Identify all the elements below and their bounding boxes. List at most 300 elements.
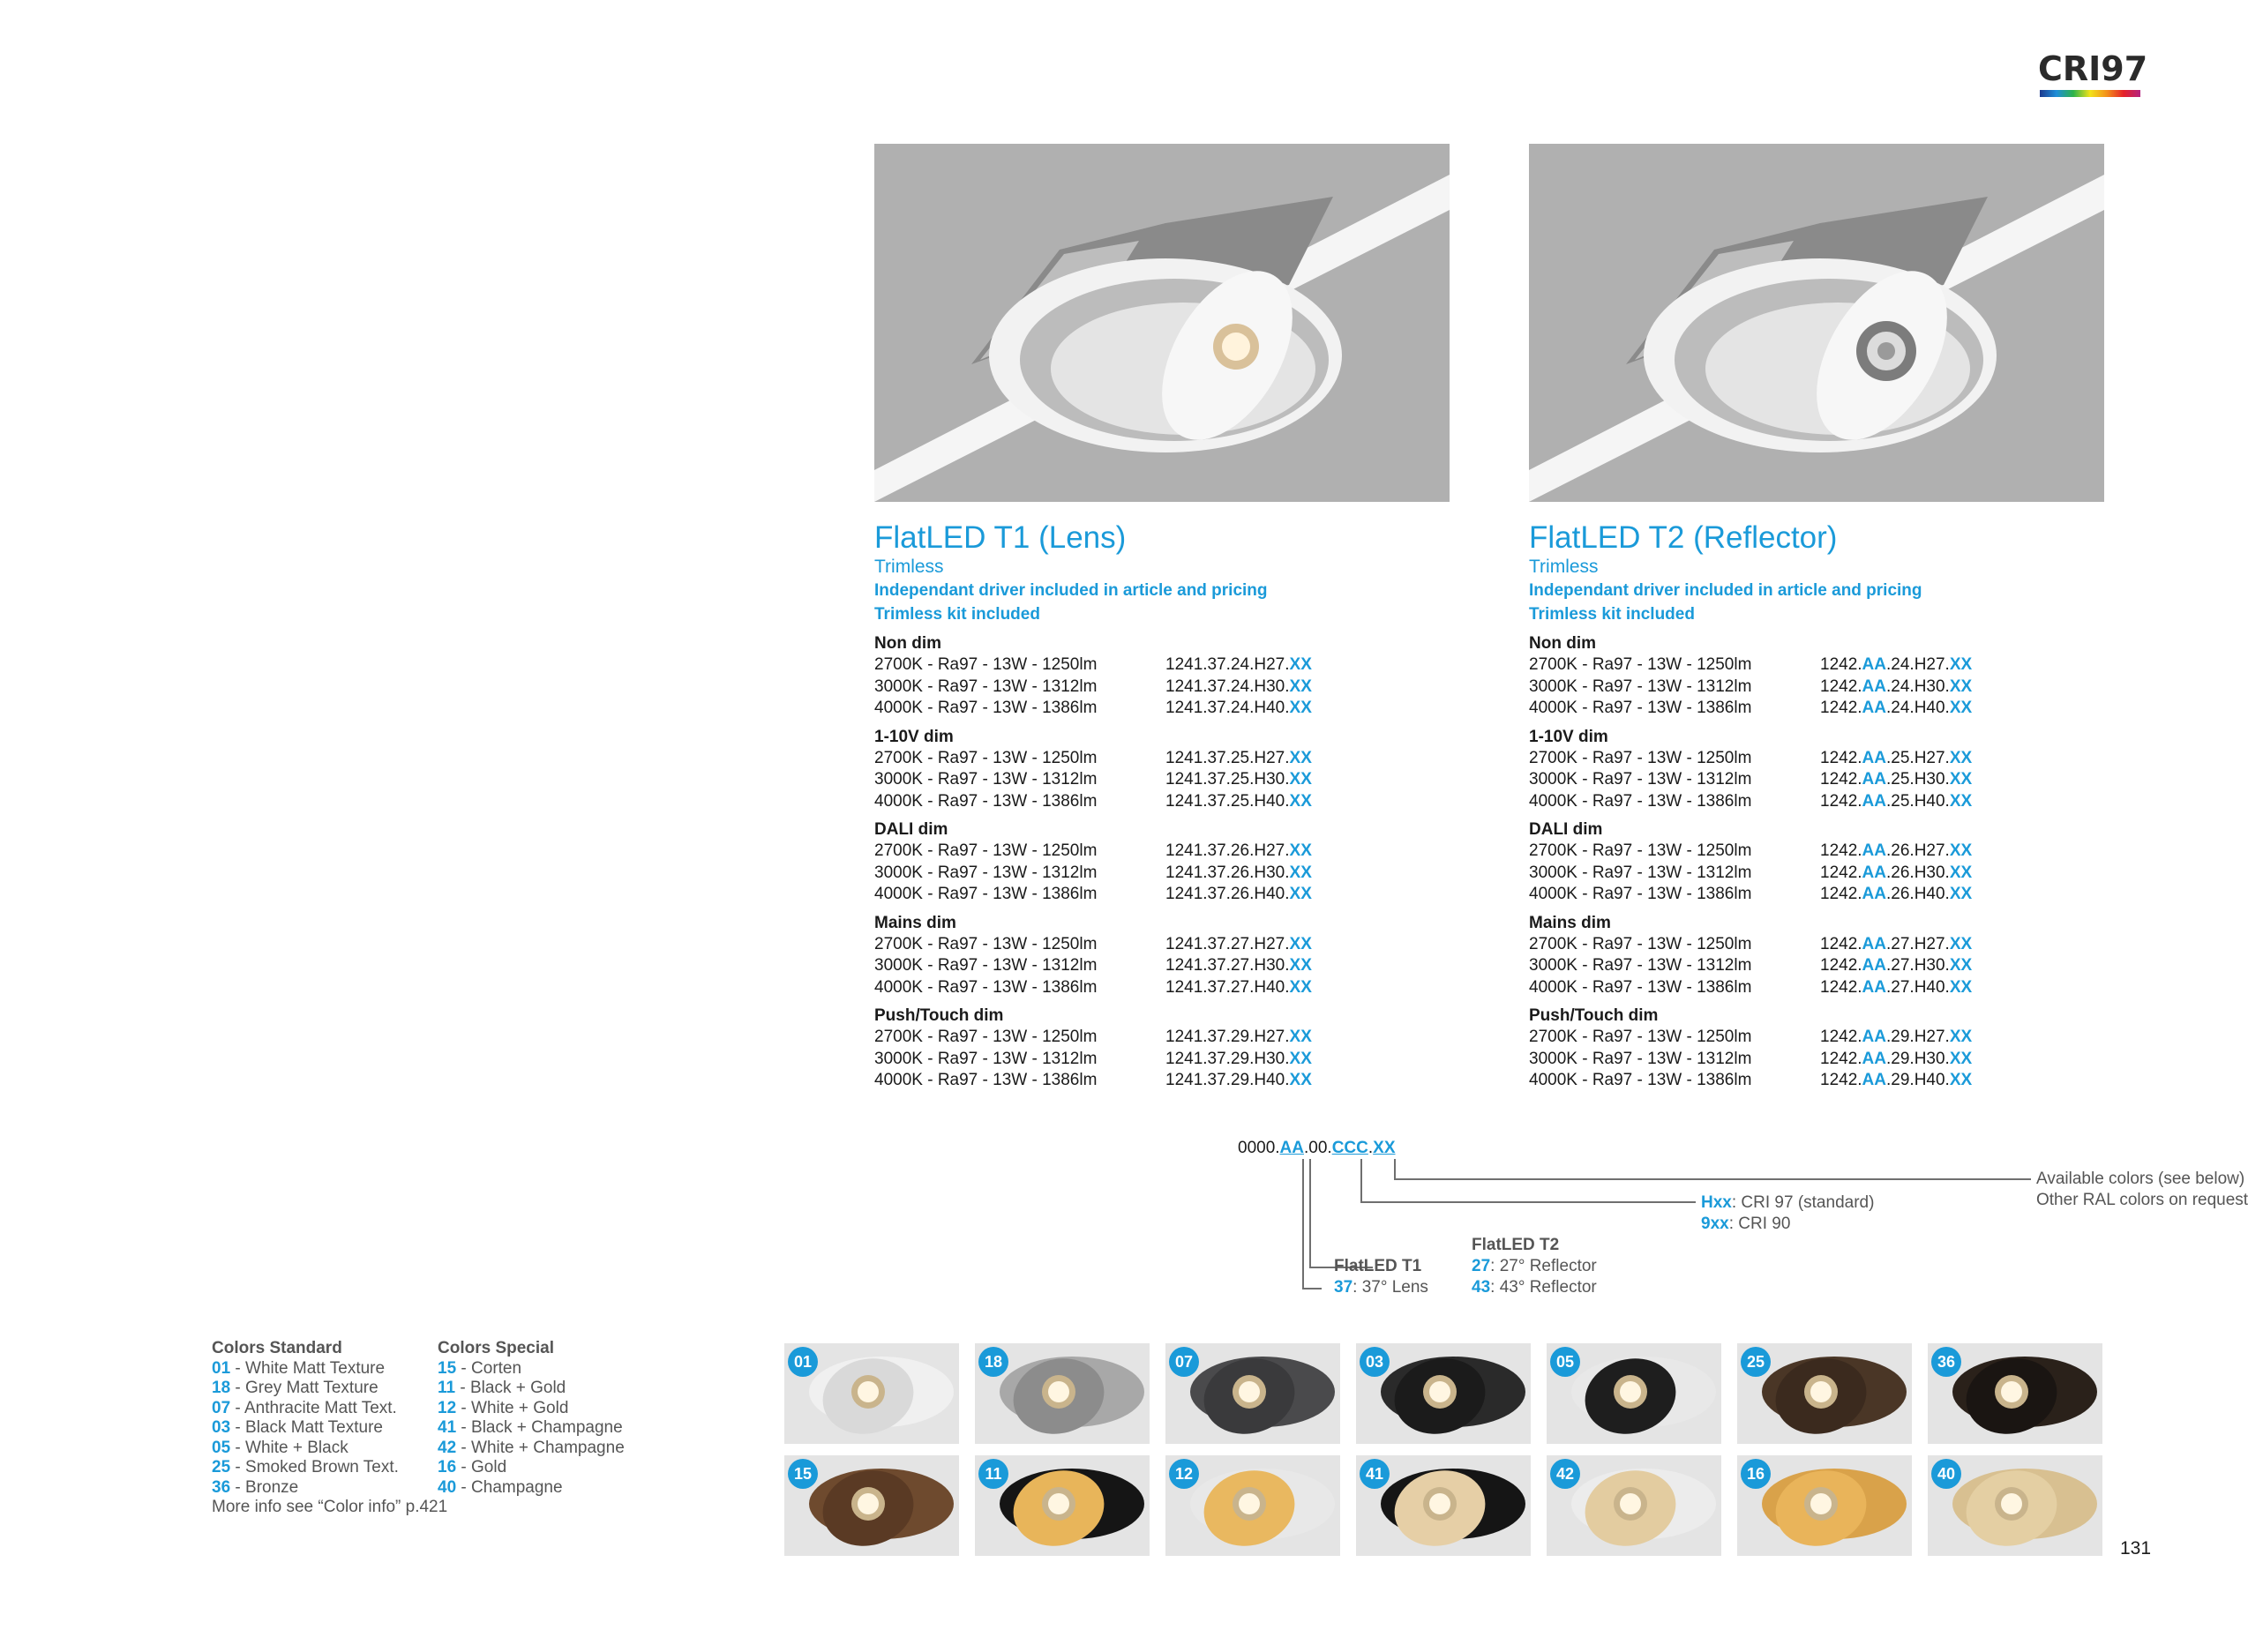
spec-text: 3000K - Ra97 - 13W - 1312lm — [1529, 863, 1752, 882]
spec-group-title: Non dim — [1529, 634, 1596, 653]
nxx-key: 9xx — [1701, 1215, 1729, 1233]
color-code: 41 — [438, 1418, 457, 1437]
t1-37-key: 37 — [1334, 1278, 1353, 1297]
code-suffix: XX — [1289, 1071, 1312, 1089]
color-swatch — [1928, 1343, 2102, 1444]
code-suffix: XX — [1949, 770, 1973, 789]
code-aa: AA — [1862, 676, 1886, 696]
code-suffix: XX — [1949, 748, 1973, 767]
article-code — [1820, 1070, 1972, 1092]
code-suffix: XX — [1289, 676, 1312, 696]
code-suffix: XX — [1949, 655, 1973, 674]
article-code — [1165, 769, 1312, 791]
code-aa: AA — [1279, 1139, 1304, 1157]
code-prefix: 1242. — [1820, 655, 1862, 674]
color-swatch — [975, 1455, 1150, 1556]
spec-text: 2700K - Ra97 - 13W - 1250lm — [1529, 934, 1752, 953]
spec-text: 3000K - Ra97 - 13W - 1312lm — [874, 1049, 1098, 1068]
code-prefix: 1242. — [1820, 1049, 1862, 1068]
color-name: - Black Matt Texture — [230, 1418, 383, 1437]
article-code — [1820, 748, 1972, 770]
color-name: - Black + Champagne — [456, 1418, 623, 1437]
spec-text: 3000K - Ra97 - 13W - 1312lm — [874, 956, 1098, 975]
code-middle: .26.H40. — [1886, 885, 1950, 903]
spec-row — [874, 791, 1492, 813]
article-code — [1820, 1027, 1972, 1049]
article-code-diagram — [1226, 1138, 2248, 1314]
color-legend-item — [438, 1439, 625, 1459]
color-name: - White + Black — [230, 1438, 348, 1457]
product-image-t1 — [874, 144, 1450, 502]
spec-text: 3000K - Ra97 - 13W - 1312lm — [1529, 770, 1752, 789]
code-prefix: 1242. — [1820, 748, 1862, 767]
hxx-key: Hxx — [1701, 1193, 1732, 1212]
code-prefix: 1242. — [1820, 791, 1862, 811]
t2-27-line — [1472, 1256, 1597, 1277]
hxx-line — [1701, 1192, 1874, 1214]
product-note: Independant driver included in article and pricing — [874, 581, 1268, 600]
colors-standard-title: Colors Standard — [212, 1339, 342, 1357]
connector-line — [1360, 1201, 1696, 1203]
swatch-code-badge: 11 — [978, 1459, 1008, 1489]
code-suffix: XX — [1289, 770, 1312, 789]
code-prefix: 1241.37.27.H27. — [1165, 934, 1290, 953]
spec-row — [874, 955, 1492, 977]
article-code — [1165, 955, 1312, 977]
code-prefix: 1241.37.29.H40. — [1165, 1071, 1290, 1089]
color-code: 36 — [212, 1477, 231, 1497]
color-swatch — [784, 1343, 959, 1444]
article-code — [1165, 934, 1312, 956]
color-legend-item — [438, 1359, 625, 1379]
code-prefix: 1241.37.26.H27. — [1165, 841, 1290, 860]
article-code — [1820, 977, 1972, 999]
code-prefix: 1241.37.29.H30. — [1165, 1049, 1290, 1068]
article-code — [1820, 955, 1972, 977]
code-prefix: 1242. — [1820, 1071, 1862, 1089]
spec-text: 4000K - Ra97 - 13W - 1386lm — [874, 791, 1098, 811]
connector-line — [1302, 1159, 1304, 1289]
code-aa: AA — [1862, 863, 1886, 882]
product-subtitle: Trimless — [1529, 557, 1599, 577]
article-code — [1165, 698, 1312, 720]
article-code — [1820, 863, 1972, 885]
article-code — [1165, 884, 1312, 906]
color-legend-item — [438, 1458, 625, 1478]
available-colors-text: Available colors (see below) — [2036, 1170, 2245, 1188]
color-name: - Grey Matt Texture — [230, 1379, 378, 1397]
spec-text: 3000K - Ra97 - 13W - 1312lm — [1529, 1049, 1752, 1068]
spec-text: 2700K - Ra97 - 13W - 1250lm — [1529, 841, 1752, 860]
product-note: Trimless kit included — [1529, 605, 1695, 624]
page-number: 131 — [2120, 1538, 2152, 1559]
code-suffix: XX — [1949, 863, 1973, 882]
spec-groups — [1529, 633, 2147, 1092]
code-aa: AA — [1862, 748, 1886, 767]
spec-row — [1529, 863, 2147, 885]
code-suffix: XX — [1949, 1049, 1973, 1068]
spec-row — [874, 1049, 1492, 1071]
product-subtitle: Trimless — [874, 557, 944, 577]
code-suffix: XX — [1289, 699, 1312, 717]
article-code — [1165, 977, 1312, 999]
article-code — [1165, 1070, 1312, 1092]
spec-row — [874, 884, 1492, 906]
color-code: 11 — [438, 1379, 456, 1397]
code-prefix: 1242. — [1820, 699, 1862, 717]
color-name: - Corten — [456, 1358, 522, 1378]
spec-group-title: DALI dim — [874, 820, 948, 839]
colors-special-title: Colors Special — [438, 1339, 554, 1357]
code-prefix: 1242. — [1820, 676, 1862, 696]
code-suffix: XX — [1949, 885, 1973, 903]
color-code: 12 — [438, 1398, 457, 1417]
code-middle: .24.H27. — [1886, 655, 1950, 674]
logo-rainbow-bar — [2040, 90, 2140, 97]
swatch-code-badge: 07 — [1169, 1347, 1199, 1377]
code-aa: AA — [1862, 1071, 1886, 1089]
code-middle: .25.H40. — [1886, 791, 1950, 811]
spec-row — [1529, 748, 2147, 770]
article-code — [1820, 698, 1972, 720]
spec-row — [874, 676, 1492, 699]
color-swatch — [1356, 1455, 1531, 1556]
code-prefix: 1241.37.24.H27. — [1165, 655, 1290, 674]
code-suffix: XX — [1949, 1071, 1973, 1089]
code-middle: .24.H40. — [1886, 699, 1950, 717]
article-code — [1820, 934, 1972, 956]
code-suffix: XX — [1289, 1028, 1312, 1046]
spec-row — [1529, 1027, 2147, 1049]
color-legend-item — [212, 1458, 399, 1478]
t1-37-text: : 37° Lens — [1353, 1278, 1428, 1297]
color-code: 15 — [438, 1358, 457, 1378]
spec-text: 4000K - Ra97 - 13W - 1386lm — [1529, 885, 1752, 903]
t2-title: FlatLED T2 — [1472, 1236, 1560, 1254]
code-suffix: XX — [1949, 1028, 1973, 1046]
spec-text: 2700K - Ra97 - 13W - 1250lm — [1529, 655, 1752, 674]
code-middle: .27.H27. — [1886, 934, 1950, 953]
code-aa: AA — [1862, 770, 1886, 789]
article-code — [1165, 748, 1312, 770]
colors-standard-column — [212, 1339, 399, 1498]
code-aa: AA — [1862, 956, 1886, 975]
article-code — [1820, 654, 1972, 676]
spec-row — [874, 863, 1492, 885]
color-swatch — [1547, 1455, 1721, 1556]
swatch-code-badge: 41 — [1360, 1459, 1390, 1489]
article-code — [1820, 1049, 1972, 1071]
connector-line — [1394, 1159, 1396, 1180]
code-part: 0000. — [1238, 1139, 1280, 1157]
color-code: 07 — [212, 1398, 231, 1417]
spec-row — [1529, 769, 2147, 791]
spec-row — [1529, 698, 2147, 720]
spec-row — [874, 769, 1492, 791]
code-aa: AA — [1862, 1049, 1886, 1068]
color-legend-item — [212, 1439, 399, 1459]
color-name: - Anthracite Matt Text. — [230, 1398, 397, 1417]
code-prefix: 1242. — [1820, 1028, 1862, 1046]
spec-groups — [874, 633, 1492, 1092]
code-prefix: 1242. — [1820, 934, 1862, 953]
spec-row — [874, 698, 1492, 720]
spec-row — [874, 1070, 1492, 1092]
spec-row — [1529, 841, 2147, 863]
code-prefix: 1242. — [1820, 956, 1862, 975]
spec-row — [874, 1027, 1492, 1049]
color-swatch — [1356, 1343, 1531, 1444]
code-ccc: CCC — [1331, 1139, 1368, 1157]
spec-row — [1529, 884, 2147, 906]
swatch-code-badge: 03 — [1360, 1347, 1390, 1377]
logo-text: CRI97 — [2038, 49, 2148, 88]
swatch-code-badge: 42 — [1550, 1459, 1580, 1489]
code-middle: .25.H27. — [1886, 748, 1950, 767]
spec-row — [1529, 654, 2147, 676]
code-prefix: 1241.37.26.H30. — [1165, 863, 1290, 882]
color-legend-item — [438, 1418, 625, 1439]
code-suffix: XX — [1949, 699, 1973, 717]
color-name: - Bronze — [230, 1477, 299, 1497]
color-name: - Gold — [456, 1458, 507, 1476]
article-code — [1165, 654, 1312, 676]
code-prefix: 1242. — [1820, 770, 1862, 789]
swatch-code-badge: 15 — [788, 1459, 818, 1489]
spec-row — [874, 654, 1492, 676]
article-code — [1820, 884, 1972, 906]
swatch-code-badge: 05 — [1550, 1347, 1580, 1377]
nxx-text: : CRI 90 — [1728, 1215, 1791, 1233]
code-middle: .24.H30. — [1886, 676, 1950, 696]
spec-text: 3000K - Ra97 - 13W - 1312lm — [874, 676, 1098, 696]
product-title: FlatLED T2 (Reflector) — [1529, 520, 1838, 555]
spec-text: 4000K - Ra97 - 13W - 1386lm — [1529, 1071, 1752, 1089]
code-aa: AA — [1862, 885, 1886, 903]
spec-row — [1529, 791, 2147, 813]
connector-line — [1309, 1159, 1311, 1268]
color-name: - White + Champagne — [456, 1438, 625, 1457]
code-prefix: 1242. — [1820, 977, 1862, 997]
code-prefix: 1241.37.27.H30. — [1165, 956, 1290, 975]
cri97-logo — [2038, 49, 2148, 99]
code-prefix: 1241.37.24.H40. — [1165, 699, 1290, 717]
code-suffix: XX — [1289, 655, 1312, 674]
swatch-code-badge: 01 — [788, 1347, 818, 1377]
article-code — [1820, 841, 1972, 863]
code-suffix: XX — [1289, 748, 1312, 767]
article-code — [1820, 676, 1972, 699]
spec-text: 2700K - Ra97 - 13W - 1250lm — [1529, 1028, 1752, 1046]
spec-text: 2700K - Ra97 - 13W - 1250lm — [874, 748, 1098, 767]
swatch-code-badge: 25 — [1741, 1347, 1771, 1377]
product-note: Trimless kit included — [874, 605, 1040, 624]
product-title: FlatLED T1 (Lens) — [874, 520, 1127, 555]
color-name: - Black + Gold — [455, 1379, 566, 1397]
code-aa: AA — [1862, 1028, 1886, 1046]
code-suffix: XX — [1949, 934, 1973, 953]
color-name: - Champagne — [456, 1477, 563, 1497]
code-suffix: XX — [1289, 934, 1312, 953]
color-name: - Smoked Brown Text. — [230, 1458, 399, 1476]
code-suffix: XX — [1289, 885, 1312, 903]
spec-text: 2700K - Ra97 - 13W - 1250lm — [1529, 748, 1752, 767]
color-code: 42 — [438, 1438, 457, 1457]
spec-row — [874, 748, 1492, 770]
code-middle: .27.H30. — [1886, 956, 1950, 975]
spec-row — [1529, 1070, 2147, 1092]
article-code — [1820, 769, 1972, 791]
connector-line — [1394, 1178, 2031, 1180]
code-prefix: 1241.37.24.H30. — [1165, 676, 1290, 696]
spec-text: 3000K - Ra97 - 13W - 1312lm — [874, 770, 1098, 789]
colors-special-column — [438, 1339, 625, 1498]
spec-row — [1529, 934, 2147, 956]
article-code — [1238, 1138, 1396, 1159]
spec-text: 4000K - Ra97 - 13W - 1386lm — [1529, 791, 1752, 811]
spec-group-title: 1-10V dim — [1529, 727, 1608, 746]
color-swatch — [1547, 1343, 1721, 1444]
other-ral-text: Other RAL colors on request — [2036, 1191, 2248, 1209]
article-code — [1165, 1049, 1312, 1071]
spec-text: 3000K - Ra97 - 13W - 1312lm — [1529, 676, 1752, 696]
spec-text: 4000K - Ra97 - 13W - 1386lm — [874, 1071, 1098, 1089]
spec-text: 4000K - Ra97 - 13W - 1386lm — [1529, 977, 1752, 997]
color-code: 05 — [212, 1438, 231, 1457]
color-legend-item — [438, 1478, 625, 1499]
spec-row — [874, 934, 1492, 956]
code-middle: .27.H40. — [1886, 977, 1950, 997]
color-swatch — [1737, 1343, 1912, 1444]
code-prefix: 1241.37.29.H27. — [1165, 1028, 1290, 1046]
spec-row — [1529, 977, 2147, 999]
color-code: 03 — [212, 1418, 231, 1437]
color-legend-item — [212, 1379, 399, 1399]
code-prefix: 1241.37.25.H40. — [1165, 791, 1290, 811]
code-prefix: 1242. — [1820, 885, 1862, 903]
color-code: 40 — [438, 1477, 457, 1497]
swatch-code-badge: 36 — [1931, 1347, 1961, 1377]
color-legend-item — [438, 1379, 625, 1399]
product-image-t2 — [1529, 144, 2104, 502]
code-prefix: 1241.37.27.H40. — [1165, 977, 1290, 997]
code-suffix: XX — [1949, 676, 1973, 696]
t1-title: FlatLED T1 — [1334, 1257, 1422, 1275]
t2-43-key: 43 — [1472, 1278, 1491, 1297]
code-part: .00. — [1304, 1139, 1332, 1157]
spec-row — [874, 841, 1492, 863]
code-middle: .29.H30. — [1886, 1049, 1950, 1068]
color-name: - White + Gold — [456, 1398, 569, 1417]
code-xx: XX — [1373, 1139, 1396, 1157]
t2-27-text: : 27° Reflector — [1490, 1257, 1597, 1275]
code-aa: AA — [1862, 934, 1886, 953]
connector-line — [1360, 1159, 1362, 1203]
color-swatch — [1737, 1455, 1912, 1556]
code-part: . — [1368, 1139, 1374, 1157]
color-swatch — [784, 1455, 959, 1556]
spec-row — [1529, 1049, 2147, 1071]
code-prefix: 1241.37.25.H30. — [1165, 770, 1290, 789]
color-swatch — [1165, 1343, 1340, 1444]
spec-text: 4000K - Ra97 - 13W - 1386lm — [874, 699, 1098, 717]
product-t2-info — [1529, 520, 2147, 1092]
spec-group-title: DALI dim — [1529, 820, 1603, 839]
spec-text: 2700K - Ra97 - 13W - 1250lm — [874, 1028, 1098, 1046]
product-note: Independant driver included in article and pricing — [1529, 581, 1922, 600]
code-suffix: XX — [1949, 841, 1973, 860]
code-aa: AA — [1862, 841, 1886, 860]
spec-group-title: 1-10V dim — [874, 727, 954, 746]
color-code: 01 — [212, 1358, 231, 1378]
swatch-code-badge: 40 — [1931, 1459, 1961, 1489]
code-prefix: 1241.37.25.H27. — [1165, 748, 1290, 767]
t2-43-text: : 43° Reflector — [1490, 1278, 1597, 1297]
code-aa: AA — [1862, 655, 1886, 674]
color-legend-item — [212, 1478, 399, 1499]
code-middle: .26.H30. — [1886, 863, 1950, 882]
article-code — [1165, 676, 1312, 699]
spec-row — [874, 977, 1492, 999]
code-suffix: XX — [1289, 977, 1312, 997]
spec-text: 2700K - Ra97 - 13W - 1250lm — [874, 841, 1098, 860]
spec-group-title: Non dim — [874, 634, 941, 653]
spec-text: 3000K - Ra97 - 13W - 1312lm — [1529, 956, 1752, 975]
swatch-code-badge: 18 — [978, 1347, 1008, 1377]
spec-group-title: Mains dim — [874, 913, 956, 932]
product-t1-info — [874, 520, 1492, 1092]
spec-text: 2700K - Ra97 - 13W - 1250lm — [874, 655, 1098, 674]
article-code — [1820, 791, 1972, 813]
color-legend-item — [212, 1418, 399, 1439]
spec-text: 3000K - Ra97 - 13W - 1312lm — [874, 863, 1098, 882]
article-code — [1165, 1027, 1312, 1049]
swatch-code-badge: 16 — [1741, 1459, 1771, 1489]
code-middle: .25.H30. — [1886, 770, 1950, 789]
swatch-code-badge: 12 — [1169, 1459, 1199, 1489]
code-prefix: 1241.37.26.H40. — [1165, 885, 1290, 903]
code-suffix: XX — [1289, 956, 1312, 975]
spec-text: 2700K - Ra97 - 13W - 1250lm — [874, 934, 1098, 953]
code-middle: .26.H27. — [1886, 841, 1950, 860]
spec-text: 4000K - Ra97 - 13W - 1386lm — [874, 977, 1098, 997]
code-suffix: XX — [1289, 791, 1312, 811]
code-suffix: XX — [1289, 1049, 1312, 1068]
color-swatch — [1165, 1455, 1340, 1556]
color-code: 25 — [212, 1458, 231, 1476]
hxx-text: : CRI 97 (standard) — [1731, 1193, 1875, 1212]
code-suffix: XX — [1289, 863, 1312, 882]
code-suffix: XX — [1289, 841, 1312, 860]
t2-27-key: 27 — [1472, 1257, 1491, 1275]
spec-row — [1529, 676, 2147, 699]
color-name: - White Matt Texture — [230, 1358, 386, 1378]
article-code — [1165, 863, 1312, 885]
code-middle: .29.H40. — [1886, 1071, 1950, 1089]
color-swatch — [975, 1343, 1150, 1444]
article-code — [1165, 791, 1312, 813]
color-legend-item — [438, 1399, 625, 1419]
color-code: 18 — [212, 1379, 231, 1397]
more-info-text: More info see “Color info” p.421 — [212, 1498, 448, 1516]
code-middle: .29.H27. — [1886, 1028, 1950, 1046]
color-legend-item — [212, 1399, 399, 1419]
code-suffix: XX — [1949, 791, 1973, 811]
t2-43-line — [1472, 1277, 1597, 1298]
connector-line — [1302, 1288, 1322, 1289]
color-code: 16 — [438, 1458, 457, 1476]
spec-text: 4000K - Ra97 - 13W - 1386lm — [1529, 699, 1752, 717]
